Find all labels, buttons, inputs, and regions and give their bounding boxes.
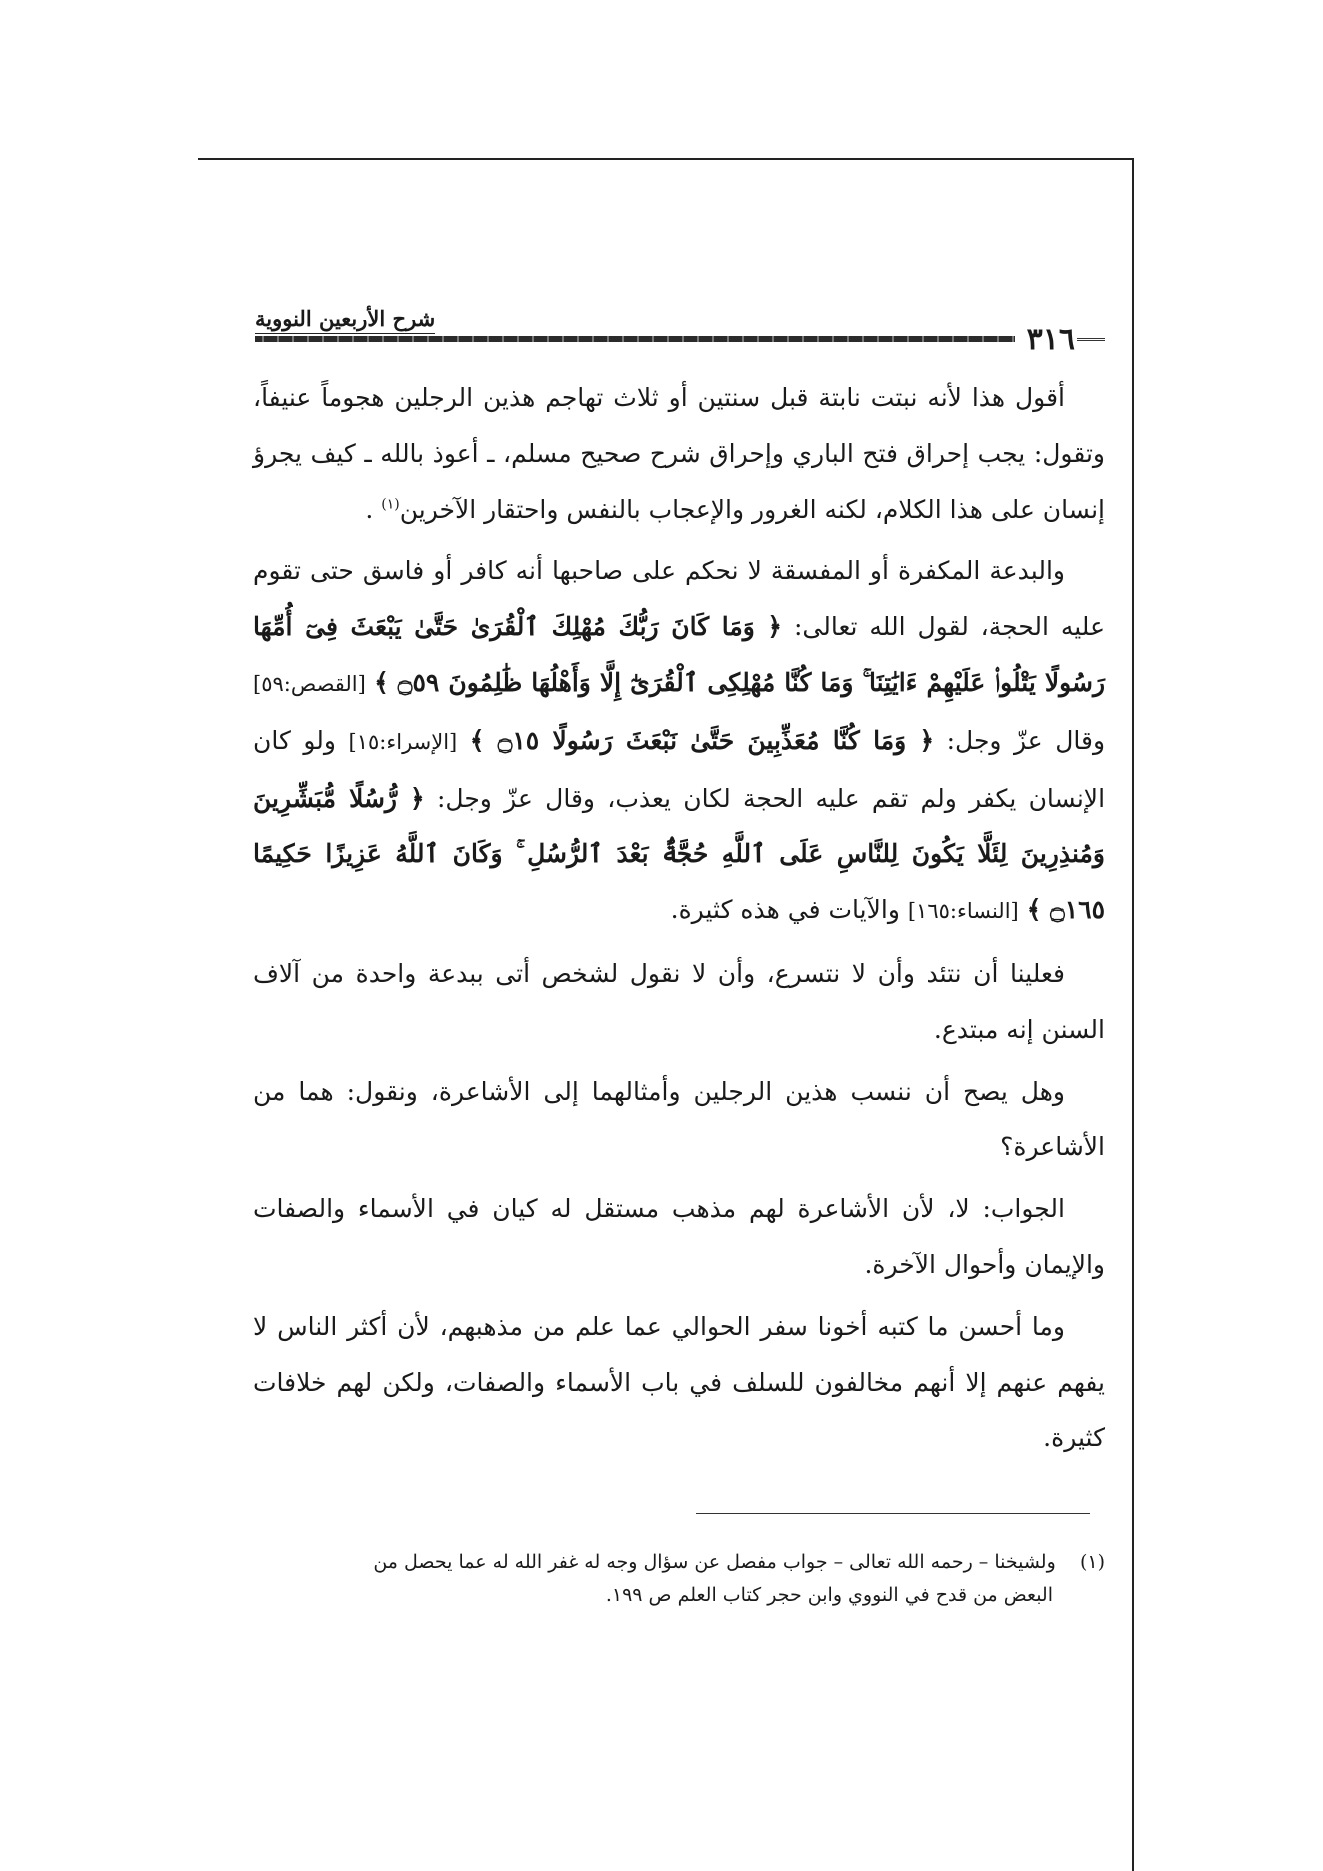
paragraph-1-text: أقول هذا لأنه نبتت نابتة قبل سنتين أو ثلاث تهاجم هذين الرجلين هجوماً عنيفاً، وتقول: يجب إحراق فتح الباري وإحراق شرح صحيح مسلم، ـ أعوذ بالله ـ كيف يجرؤ إنسان على هذا الكلام، لكنه الغرور والإعجاب بالنفس واحتقار الآخرين [253,383,1105,524]
paragraph-2-text-b: وقال عزّ وجل: [946,725,1106,755]
paragraph-3: فعلينا أن نتئد وأن لا نتسرع، وأن لا نقول لشخص أتى ببدعة واحدة من آلاف السنن إنه مبتدع. [253,958,1105,1044]
verse-reference-isra: [الإسراء:١٥] [348,729,458,754]
footnote-line-2: البعض من قدح في النووي وابن حجر كتاب العلم ص ١٩٩. [605,1584,1053,1606]
header-rule-end [1077,338,1105,341]
footnote-number: (١) [1079,1551,1105,1573]
quran-verse-isra: ﴿ وَمَا كُنَّا مُعَذِّبِينَ حَتَّىٰ نَبْعَثَ رَسُولًا ۝١٥ ﴾ [469,725,935,755]
header-rule [255,336,1015,342]
paragraph-2 [253,543,1105,940]
verse-reference-nisa: [النساء:١٦٥] [907,899,1019,924]
paragraph-5: الجواب: لا، لأن الأشاعرة لهم مذهب مستقل له كيان في الأسماء والصفات والإيمان وأحوال الآخرة. [253,1194,1105,1279]
quran-verse-qasas: ﴿ وَمَا كَانَ رَبُّكَ مُهْلِكَ ٱلْقُرَىٰ حَتَّىٰ يَبْعَثَ فِىٓ أُمِّهَا رَسُولًا يَتْلُوا۟ عَلَيْهِمْ ءَايَٰتِنَا ۚ وَمَا كُنَّا مُهْلِكِى ٱلْقُرَىٰٓ إِلَّا وَأَهْلُهَا ظَٰلِمُونَ ۝٥٩ ﴾ [253,612,1106,697]
footnote [235,1546,1105,1612]
footnote-text-1: ولشيخنا – رحمه الله تعالى – جواب مفصل عن سؤال وجه له غفر الله له عما يحصل من [373,1551,1056,1573]
footnote-separator [696,1513,1090,1514]
paragraph-4: وهل يصح أن ننسب هذين الرجلين وأمثالهما إلى الأشاعرة، ونقول: هما من الأشاعرة؟ [253,1076,1105,1162]
footnote-marker: (١) [381,496,400,513]
running-head [255,300,1105,357]
crop-mark-right [1132,158,1134,1871]
verse-reference-qasas: [القصص:٥٩] [253,671,366,696]
quran-verse-nisa: ﴿ رُّسُلًا مُّبَشِّرِينَ وَمُنذِرِينَ لِئَلَّا يَكُونَ لِلنَّاسِ عَلَى ٱللَّهِ حُجَّةٌۢ بَعْدَ ٱلرُّسُلِ ۚ وَكَانَ ٱللَّهُ عَزِيزًا حَكِيمًا ۝١٦٥ ﴾ [253,783,1105,925]
paragraph-1 [253,370,1105,537]
crop-mark-top [198,158,1134,160]
paragraph-2-text-a: والبدعة المكفرة أو المفسقة لا نحكم على صاحبها أنه كافر أو فاسق حتى تقوم عليه الحجة، لقول الله تعالى: [253,556,1105,642]
running-head-title: شرح الأربعين النووية [255,306,436,331]
paragraph-2-text-d: والآيات في هذه كثيرة. [670,895,900,925]
paragraph-6: وما أحسن ما كتبه أخونا سفر الحوالي عما علم من مذهبهم، لأن أكثر الناس لا يفهم عنهم إلا أنهم مخالفون للسلف في باب الأسماء والصفات، ولكن لهم خلافات كثيرة. [253,1311,1105,1453]
paragraph-1-end: . [365,494,374,524]
paragraph-2-text-c: ولو كان الإنسان يكفر ولم تقم عليه الحجة لكان يعذب، وقال عزّ وجل: [253,725,1106,813]
page-number: ٣١٦ [1026,322,1075,357]
footnote-line-1 [235,1546,1105,1579]
main-text [253,370,1105,1472]
